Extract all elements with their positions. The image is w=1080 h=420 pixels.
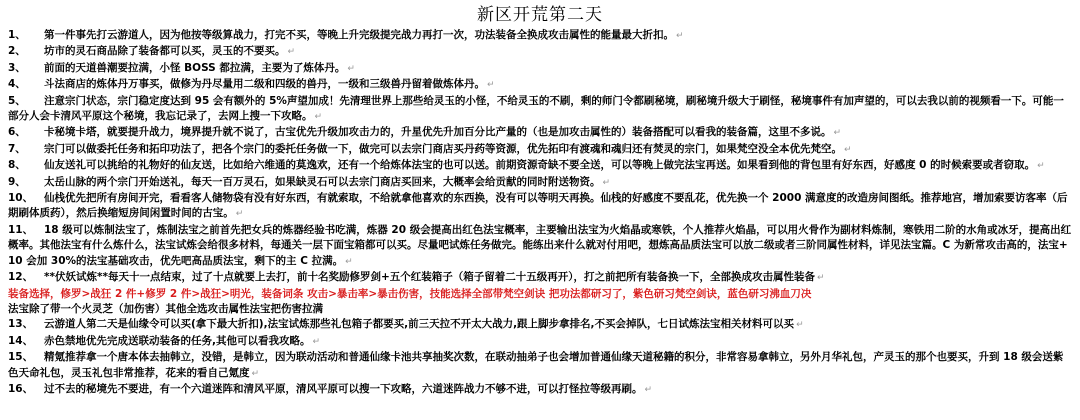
item-text: 过不去的秘境先不要进，有一个六道迷阵和清风平原，清风平原可以搜一下攻略，六道迷阵战力不够不进，可以打怪拉等级再刷。	[44, 382, 643, 395]
item-highlight-line: 装备选择，修罗>战狂 2 件+修罗 2 件>战狂>明光，装备词条 攻击>暴击率>暴击伤害，技能选择全部带梵空剑诀 把功法都研习了，紫色研习梵空剑诀，蓝色研习沸血刀决	[8, 287, 812, 300]
return-mark: ↵	[833, 128, 842, 139]
list-item	[8, 61, 1072, 77]
return-mark: ↵	[817, 273, 825, 284]
list-item	[8, 77, 1072, 93]
list-item	[8, 175, 1072, 191]
item-number: 15、	[8, 351, 34, 364]
return-mark: ↵	[314, 112, 323, 123]
return-mark: ↵	[487, 80, 495, 91]
return-mark: ↵	[251, 368, 260, 379]
item-number: 4、	[8, 78, 26, 91]
item-text: 仙栈优先把所有房间开完，看看客人储物袋有没有好东西，有就索取，不给就拿他喜欢的东西换，没有可以等明天再换。仙栈的好感度不要乱花，优先换一个 2000 满意度的改造房间图纸。推荐地宫，增加索要访客率（后期刷体质药），然后换缩短房间闲置时间的古宝。	[8, 192, 1068, 220]
item-text: 仙友送礼可以挑给的礼物好的仙友送，比如给六维通的莫逸欢，还有一个给炼体法宝的也可以送。前期资源奇缺不要全送，可以等晚上做完法宝再送。如果看到他的背包里有好东西，好感度 0 的时候索要或者窃取。	[44, 159, 1036, 172]
item-number: 14、	[8, 334, 34, 347]
item-number: 5、	[8, 94, 26, 107]
list-item	[8, 270, 1072, 286]
item-text: **伏妖试炼**每天十一点结束，过了十点就要上去打，前十名奖励修罗剑+五个红装箱子（箱子留着二十五级再开），打之前把所有装备换一下，全部换成攻击属性装备	[44, 271, 816, 284]
return-mark: ↵	[796, 320, 804, 331]
return-mark: ↵	[644, 384, 653, 395]
item-number: 9、	[8, 175, 26, 188]
item-text: 太岳山脉的两个宗门开始送礼，每天一百万灵石，如果缺灵石可以去宗门商店买回来，大概率会给贡献的同时附送物资。	[44, 175, 601, 188]
item-number: 16、	[8, 382, 34, 395]
item-list	[8, 28, 1072, 398]
list-item	[8, 334, 1072, 350]
item-number: 1、	[8, 29, 26, 41]
list-item	[8, 142, 1072, 158]
item-text: 宗门可以做委托任务和拓印功法了，把各个宗门的委托任务做一下，做完可以去宗门商店买丹药等资源，优先拓印有渡魂和魂归还有焚灵的宗门，如果梵空没全本优先梵空。	[44, 142, 842, 155]
item-text: 前面的天道兽潮要拉满，小怪 BOSS 都拉满，主要为了炼体丹。	[44, 61, 346, 74]
item-number: 3、	[8, 61, 26, 74]
list-item	[8, 382, 1072, 398]
list-item	[8, 158, 1072, 174]
item-text: 云游道人第二天是仙缘令可以买(拿下最大折扣),法宝试炼那些礼包箱子都要买,前三天拉不开太大战力,跟上脚步拿排名,不买会掉队，七日试炼法宝相关材料可以买	[44, 318, 795, 331]
return-mark: ↵	[312, 336, 321, 347]
item-number: 11、	[8, 223, 34, 236]
item-number: 12、	[8, 271, 34, 284]
item-continuation-line: 法宝除了带一个火灵芝（加伤害）其他全选攻击属性法宝把伤害拉满	[8, 302, 323, 315]
item-text: 卡秘境卡塔，就要提升战力，境界提升就不说了，古宝优先升级加攻击力的，升星优先升加百分比产量的（也是加攻击属性的）装备搭配可以看我的装备篇，这里不多说。	[44, 126, 832, 139]
item-text: 注意宗门状态，宗门稳定度达到 95 会有额外的 5%声望加成！先清理世界上那些给灵玉的小怪，不给灵玉的不刷，剩的师门令都刷秘境，刷秘境升级大于刷怪，秘境事件有加声望的，可以去我以前的视频看一下。可能一部分人会卡清风平原这个秘境，我忘记录了，去网上搜一下攻略。	[8, 94, 1064, 123]
return-mark: ↵	[345, 256, 353, 267]
item-text: 18 级可以炼制法宝了，炼制法宝之前首先把女兵的炼器经验书吃满，炼器 20 级会提高出红色法宝概率，主要输出法宝为火焰晶或寒铁，个人推荐火焰晶，可以用火骨作为副材料炼制，寒铁用二阶的水角或冰牙，提高出红概率。其他法宝有什么炼什么，法宝试炼会给很多材料，每通关一层下面宝箱都可以买。尽量吧试炼任务做完。能练出来什么就对付用吧，想炼高品质法宝可以放二级或者三阶同属性材料，详见法宝篇。C 为新常攻击高的，法宝+10 会加 30%的法宝基础攻击，优先吧高品质法宝，剩下的主 C 拉满。	[8, 223, 1072, 267]
item-text: 第一件事先打云游道人，因为他按等级算战力，打完不买，等晚上升完级提完战力再打一次，功法装备全换成攻击属性的能量最大折扣。	[44, 29, 674, 41]
item-number: 8、	[8, 159, 26, 172]
list-item	[8, 191, 1072, 223]
item-number: 2、	[8, 45, 26, 58]
return-mark: ↵	[287, 47, 296, 58]
return-mark: ↵	[235, 209, 244, 220]
return-mark: ↵	[844, 144, 852, 155]
return-mark: ↵	[1037, 161, 1045, 172]
return-mark: ↵	[676, 31, 684, 41]
list-item	[8, 223, 1072, 270]
item-text: 斗法商店的炼体丹万事买，做修为丹尽量用二级和四级的兽丹，一级和三级兽丹留着做炼体丹。	[44, 78, 485, 91]
item-number: 7、	[8, 142, 26, 155]
return-mark: ↵	[347, 63, 355, 74]
list-item	[8, 317, 1072, 333]
item-number: 6、	[8, 126, 26, 139]
list-item	[8, 94, 1072, 126]
list-item	[8, 350, 1072, 382]
return-mark: ↵	[602, 177, 611, 188]
list-item	[8, 125, 1072, 141]
item-number: 13、	[8, 318, 34, 331]
list-item	[8, 44, 1072, 60]
item-text: 赤色禁地优先完成送联动装备的任务,其他可以看我攻略。	[44, 334, 311, 347]
item-number: 10、	[8, 192, 34, 205]
list-item	[8, 28, 1072, 44]
item-text: 精氪推荐拿一个唐本体去抽韩立，没错，是韩立，因为联动活动和普通仙缘卡池共享抽奖次数，在联动抽弟子也会增加普通仙缘天道秘籍的积分，非常容易拿韩立，另外月华礼包，产灵玉的那个也要买，升到 18 级会送紫色天命礼包，灵玉礼包非常推荐，花来的看自己氪度	[8, 351, 1064, 379]
document-title: 新区开荒第二天	[477, 5, 603, 25]
item-text: 坊市的灵石商品除了装备都可以买，灵玉的不要买。	[44, 45, 286, 58]
